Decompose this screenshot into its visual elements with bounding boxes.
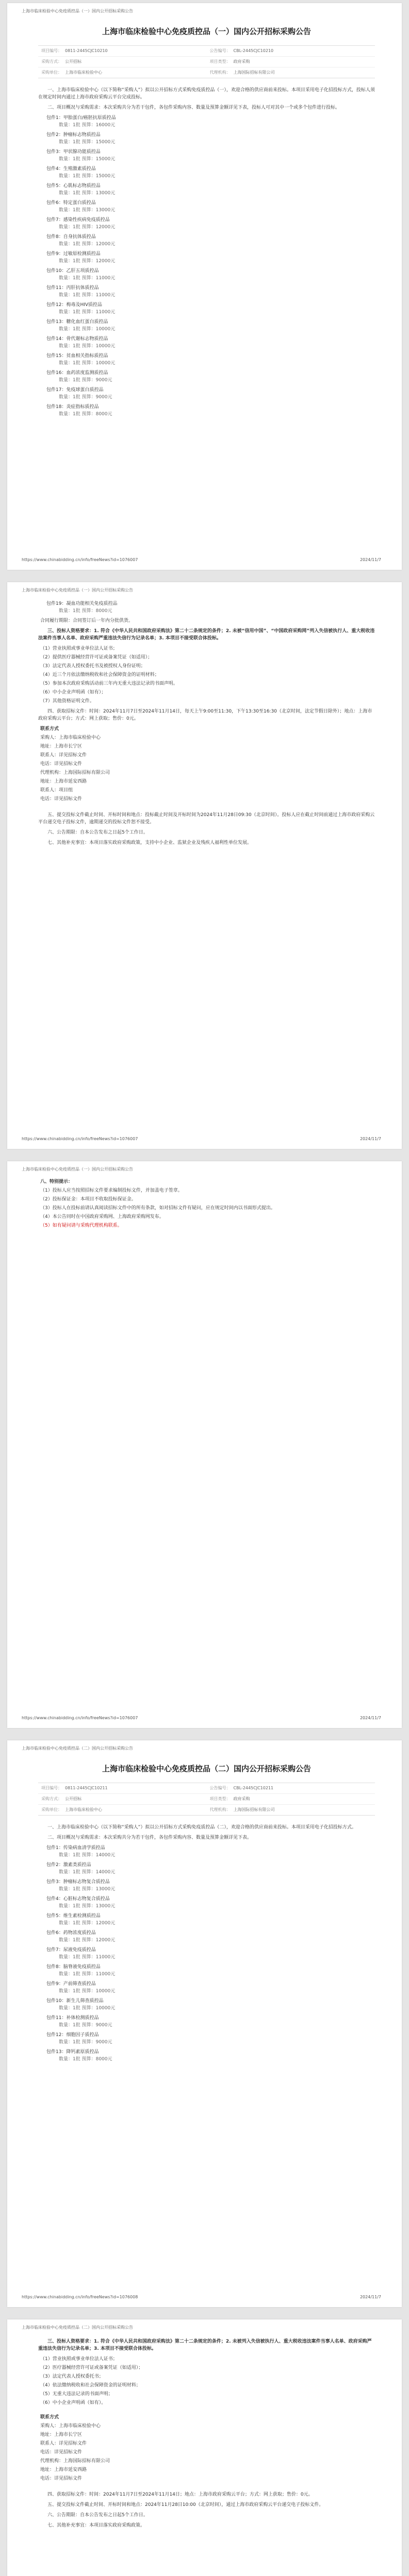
info-row <box>38 1783 375 1794</box>
paragraph: 七、其他补充事宜：本项目落实政府采购政策，支持中小企业、监狱企业及残疾人福利性单位发展。 <box>47 840 252 845</box>
info-value: 上海国际招标有限公司 <box>233 1807 275 1812</box>
text-line: 电话：详见招标文件 <box>40 796 83 802</box>
paragraph: 二、项目概况与采购需求：本次采购共分为若干包件，各包件采购内容、数量及预算金额详见下表，投标人可对其中一个或多个包件进行投标。 <box>47 105 340 110</box>
lot-name: 包件4：心脏标志物复合质控品 <box>46 1896 110 1902</box>
text-line: （4）本公告同时在中国政府采购网、上海政府采购网发布。 <box>40 1214 164 1219</box>
lot-item <box>46 233 375 248</box>
paragraph: 三、投标人资格要求：1. 符合《中华人民共和国政府采购法》第二十二条规定的条件；2. 未被“信用中国”、“中国政府采购网”列入失信被执行人、重大税收违法案件当事人名单、政府采购严重违法失信行为记录名单；3. 本项目不接受联合体投标。 <box>38 629 375 641</box>
info-cell <box>38 47 207 55</box>
info-row <box>38 1805 375 1815</box>
footer-date: 2024/11/7 <box>359 1716 381 1720</box>
page <box>7 1161 402 1728</box>
text-line: （6）中小企业声明函（如有）。 <box>40 2400 106 2405</box>
info-key: 采购方式： <box>41 59 62 64</box>
lot-detail: 数量：1批 预算：12000元 <box>59 1921 116 1926</box>
page-footer <box>7 1130 402 1149</box>
page-header <box>7 1161 402 1177</box>
page-header-title: 上海市临床检验中心免疫质控品（二）国内公开招标采购公告 <box>22 2325 133 2330</box>
text-line: （4）依法缴纳税收和社会保障资金的证明材料； <box>40 2383 141 2388</box>
lot-item <box>46 199 375 214</box>
info-cell <box>207 47 375 55</box>
lot-name: 包件12：梅毒及HIV质控品 <box>46 302 103 308</box>
info-value: 上海市临床检验中心 <box>65 70 102 75</box>
paragraph: 一、上海市临床检验中心（以下简称“采购人”）拟以公开招标方式采购免疫质控品（一），欢迎合格的供应商前来投标。本项目采用电子化招投标方式，投标人须在规定时间内通过上海市政府采购云平台完成投标。 <box>38 88 375 100</box>
info-value: 0811-2445CJC10211 <box>65 1786 108 1790</box>
page-footer <box>7 551 402 570</box>
lot-name: 包件5：维生素检测质控品 <box>46 1913 101 1919</box>
lot-detail: 数量：1批 预算：9000元 <box>59 395 112 400</box>
lot-detail: 数量：1批 预算：11000元 <box>59 293 116 298</box>
lot-name: 包件19：凝血功能相关免疫质控品 <box>46 601 118 606</box>
lot-detail: 数量：1批 预算：12000元 <box>59 225 116 230</box>
lot-item <box>46 1912 375 1927</box>
info-value: 公开招标 <box>65 59 81 64</box>
info-key: 项目编号： <box>41 48 62 53</box>
paragraph: 五、提交投标文件截止时间、开标时间和地点：2024年11月28日10:00（北京时间），通过上海市政府采购云平台递交电子投标文件。 <box>47 2502 324 2507</box>
text-line: （2）医疗器械经营许可证或备案凭证（如适用）； <box>40 2365 143 2370</box>
lot-detail: 数量：1批 预算：13000元 <box>59 208 116 213</box>
info-value: 政府采购 <box>233 59 250 64</box>
text-line: （1）营业执照或事业单位法人证书； <box>40 2357 118 2362</box>
notice-info-table <box>38 1783 375 1816</box>
text-line: 采购人：上海市临床检验中心 <box>40 2424 101 2429</box>
page-header <box>7 1740 402 1756</box>
lot-name: 包件9：过敏原检测质控品 <box>46 251 101 257</box>
info-cell <box>38 1785 207 1792</box>
info-row <box>38 57 375 67</box>
page-header-title: 上海市临床检验中心免疫质控品（一）国内公开招标采购公告 <box>22 9 133 13</box>
paragraph: 二、项目概况与采购需求：本次采购共分为若干包件，各包件采购内容、数量及预算金额详见下表。 <box>47 1835 252 1840</box>
lot-detail: 数量：1批 预算：11000元 <box>59 1972 116 1977</box>
lot-item <box>46 335 375 350</box>
info-row <box>38 67 375 78</box>
paragraph: 五、提交投标文件截止时间、开标时间和地点：投标截止时间及开标时间为2024年11月28日09:30（北京时间）。投标人应在截止时间前通过上海市政府采购云平台递交电子投标文件，逾期递交的投标文件恕不接受。 <box>38 812 375 825</box>
paragraph: 六、公告期限：自本公告发布之日起5个工作日。 <box>47 830 148 835</box>
text-line: 联系方式 <box>40 2415 59 2420</box>
info-value: 0811-2445CJC10210 <box>65 48 108 53</box>
lot-item <box>46 267 375 282</box>
lot-detail: 数量：1批 预算：9000元 <box>59 2023 112 2028</box>
lot-name: 包件6：特定蛋白质控品 <box>46 200 96 206</box>
lot-detail: 数量：1批 预算：10000元 <box>59 1989 116 1994</box>
lot-detail: 数量：1批 预算：15000元 <box>59 174 116 179</box>
lot-detail: 数量：1批 预算：9000元 <box>59 2040 112 2045</box>
lot-name: 包件8：脑脊液免疫质控品 <box>46 1964 101 1970</box>
lot-item <box>46 148 375 163</box>
lot-detail: 数量：1批 预算：11000元 <box>59 310 116 315</box>
lot-name: 包件12：细胞因子质控品 <box>46 2032 99 2038</box>
paragraph: 三、投标人资格要求：1. 符合《中华人民共和国政府采购法》第二十二条规定的条件；2. 未被列入失信被执行人、重大税收违法案件当事人名单、政府采购严重违法失信行为记录名单；3. 本项目不接受联合体投标。 <box>38 2339 372 2351</box>
lot-name: 包件11：丙肝抗体质控品 <box>46 285 99 291</box>
footer-url[interactable]: https://www.chinabidding.cn/info/freeNews?id=1076008 <box>22 2295 138 2299</box>
lot-name: 包件2：激素类质控品 <box>46 1862 91 1868</box>
lot-item <box>46 2048 375 2063</box>
text-line: 电话：详见招标文件 <box>40 2476 83 2481</box>
lot-name: 包件9：产前筛查质控品 <box>46 1981 96 1987</box>
page <box>7 2319 402 2576</box>
page-header-title: 上海市临床检验中心免疫质控品（二）国内公开招标采购公告 <box>22 1746 133 1751</box>
text-line: 代理机构：上海国际招标有限公司 <box>40 2459 110 2464</box>
paragraph: 六、公告期限：自本公告发布之日起5个工作日。 <box>47 2513 148 2518</box>
text-line: 联系方式 <box>40 726 59 732</box>
lot-name: 包件1：甲胎蛋白/癌胚抗原质控品 <box>46 115 116 121</box>
lot-name: 包件3：甲状腺功能质控品 <box>46 149 101 155</box>
info-cell <box>207 69 375 76</box>
page <box>7 1740 402 2307</box>
info-cell <box>207 1795 375 1803</box>
lot-item <box>46 1844 375 1859</box>
page <box>7 3 402 570</box>
lot-name: 包件10：新生儿筛查质控品 <box>46 1998 104 2004</box>
lot-detail: 数量：1批 预算：13000元 <box>59 1887 116 1892</box>
text-line: 地址：上海市延安西路 <box>40 779 87 784</box>
lot-name: 包件14：骨代谢标志物质控品 <box>46 336 108 342</box>
lot-item <box>46 600 375 615</box>
text-line: 采购人：上海市临床检验中心 <box>40 735 101 740</box>
lot-item <box>46 1861 375 1876</box>
lot-name: 包件7：感染性疾病免疫质控品 <box>46 217 110 223</box>
info-cell <box>38 1806 207 1814</box>
page-content <box>7 600 402 846</box>
info-key: 采购单位： <box>41 1807 62 1812</box>
info-key: 公告编号： <box>209 48 231 53</box>
lot-detail: 数量：1批 预算：9000元 <box>59 378 112 383</box>
lot-name: 包件17：免疫球蛋白质控品 <box>46 387 104 393</box>
info-value: 公开招标 <box>65 1797 81 1801</box>
info-value: 上海市临床检验中心 <box>65 1807 102 1812</box>
lot-item <box>46 403 375 418</box>
lot-name: 包件5：心肌标志物质控品 <box>46 183 101 189</box>
lot-item <box>46 1946 375 1961</box>
lot-detail: 数量：1批 预算：11000元 <box>59 1955 116 1960</box>
paragraph: 四、获取招标文件：时间：2024年11月7日至2024年11月14日，每天上午9:00至11:30，下午13:30至16:30（北京时间，法定节假日除外）；地点：上海市政府采购云平台；方式：网上获取；售价：0元。 <box>38 709 372 721</box>
lot-name: 包件2：肿瘤标志物质控品 <box>46 132 101 138</box>
info-cell <box>38 58 207 65</box>
lot-item <box>46 2031 375 2046</box>
page-footer <box>7 2289 402 2307</box>
lot-detail: 数量：1批 预算：13000元 <box>59 1904 116 1909</box>
footer-url[interactable]: https://www.chinabidding.cn/info/freeNews?id=1076007 <box>22 1716 138 1720</box>
info-key: 项目编号： <box>41 1786 62 1790</box>
lot-detail: 数量：1批 预算：15000元 <box>59 140 116 145</box>
lot-item <box>46 369 375 384</box>
lot-name: 包件1：传染病血清学质控品 <box>46 1845 105 1851</box>
text-line: （2）投标保证金：本项目不收取投标保证金。 <box>40 1197 136 1202</box>
info-key: 采购单位： <box>41 70 62 75</box>
info-cell <box>207 1806 375 1814</box>
info-cell <box>38 69 207 76</box>
info-key: 代理机构： <box>209 70 231 75</box>
info-value: CBL-2445CJC10210 <box>233 48 274 53</box>
lot-name: 包件3：肿瘤标志物复合质控品 <box>46 1879 110 1885</box>
text-line: 联系人：详见招标文件 <box>40 753 87 758</box>
info-value: CBL-2445CJC10211 <box>233 1786 274 1790</box>
text-line: （3）投标人在投标前请认真阅读招标文件中的所有条款，如对招标文件有疑问，应在规定时间内以书面形式提出。 <box>40 1206 275 1211</box>
info-row <box>38 1794 375 1805</box>
lot-detail: 数量：1批 预算：15000元 <box>59 157 116 162</box>
text-line: （2）提供医疗器械经营许可证或备案凭证（如适用）； <box>40 655 153 660</box>
lot-item <box>46 1929 375 1944</box>
lot-name: 包件13：降钙素原质控品 <box>46 2049 99 2055</box>
lot-name: 包件4：生殖激素质控品 <box>46 166 96 172</box>
notice-title: 上海市临床检验中心免疫质控品（一）国内公开招标采购公告 <box>102 27 311 36</box>
lot-item <box>46 2014 375 2029</box>
page-content <box>7 19 402 418</box>
lot-item <box>46 1997 375 2012</box>
lot-detail: 数量：1批 预算：13000元 <box>59 191 116 196</box>
text-line: （4）近三个月依法缴纳税收和社会保障资金的证明材料； <box>40 672 159 677</box>
text-line: 地址：上海市长宁区 <box>40 2432 83 2437</box>
info-key: 项目类型： <box>209 59 231 64</box>
lot-detail: 数量：1批 预算：10000元 <box>59 344 116 349</box>
spacer <box>38 2408 375 2412</box>
lot-item <box>46 1980 375 1995</box>
text-line: （7）其他资格证明文件。 <box>40 699 94 704</box>
text-line: 电话：详见招标文件 <box>40 2450 83 2455</box>
info-value: 上海国际招标有限公司 <box>233 70 275 75</box>
lot-detail: 数量：1批 预算：16000元 <box>59 123 116 128</box>
lot-detail: 数量：1批 预算：10000元 <box>59 327 116 332</box>
page-header-title: 上海市临床检验中心免疫质控品（一）国内公开招标采购公告 <box>22 1167 133 1172</box>
info-key: 代理机构： <box>209 1807 231 1812</box>
page <box>7 582 402 1149</box>
page-content <box>7 2338 402 2529</box>
lot-item <box>46 352 375 367</box>
paragraph: 一、上海市临床检验中心（以下简称“采购人”）拟以公开招标方式采购免疫质控品（二），欢迎合格的供应商前来投标。本项目采用电子化招投标方式。 <box>47 1825 356 1830</box>
lot-detail: 数量：1批 预算：12000元 <box>59 242 116 247</box>
footer-date: 2024/11/7 <box>359 2295 381 2299</box>
lot-name: 包件15：贫血相关指标质控品 <box>46 353 108 359</box>
lot-item <box>46 165 375 180</box>
lot-name: 包件16：血药浓度监测质控品 <box>46 370 108 376</box>
lot-item <box>46 386 375 401</box>
text-line: 八、特别提示： <box>40 1179 73 1184</box>
footer-url[interactable]: https://www.chinabidding.cn/info/freeNews?id=1076007 <box>22 1137 138 1141</box>
info-row <box>38 46 375 57</box>
text-line: （5）参加本次政府采购活动前三年内无重大违法记录的书面声明。 <box>40 681 178 686</box>
lot-name: 包件18：炎症指标质控品 <box>46 404 99 410</box>
page-header <box>7 3 402 19</box>
lot-detail: 数量：1批 预算：10000元 <box>59 361 116 366</box>
lot-detail: 数量：1批 预算：14000元 <box>59 1853 116 1858</box>
lot-item <box>46 284 375 299</box>
info-cell <box>38 1795 207 1803</box>
lot-name: 包件7：尿液免疫质控品 <box>46 1947 96 1953</box>
info-key: 公告编号： <box>209 1786 231 1790</box>
lot-name: 包件13：糖化血红蛋白质控品 <box>46 319 108 325</box>
text-line: （1）营业执照或事业单位法人证书； <box>40 646 118 651</box>
paragraph: 七、其他补充事宜：本项目落实政府采购政策。 <box>47 2523 145 2528</box>
paragraph: 四、获取招标文件：时间：2024年11月7日至2024年11月14日；地点：上海市政府采购云平台；方式：网上获取；售价：0元。 <box>47 2492 313 2497</box>
text-line: （6）中小企业声明函（如有）； <box>40 690 106 695</box>
lot-item <box>46 301 375 316</box>
text-line: 联系人：详见招标文件 <box>40 2441 87 2446</box>
text-line: 代理机构：上海国际招标有限公司 <box>40 770 110 775</box>
page-content <box>7 1756 402 2063</box>
page-footer <box>7 1709 402 1728</box>
lot-item <box>46 318 375 333</box>
footer-date: 2024/11/7 <box>359 1137 381 1141</box>
lot-item <box>46 1895 375 1910</box>
text-line: （3）法定代表人授权委托书； <box>40 2374 104 2379</box>
lot-name: 包件11：补体检测质控品 <box>46 2015 99 2021</box>
lot-item <box>46 182 375 197</box>
footer-date: 2024/11/7 <box>359 557 381 562</box>
info-key: 项目类型： <box>209 1797 231 1801</box>
lot-detail: 数量：1批 预算：14000元 <box>59 1870 116 1875</box>
notice-info-table <box>38 45 375 78</box>
lot-item <box>46 250 375 265</box>
lot-item <box>46 216 375 231</box>
text-line: 地址：上海市长宁区 <box>40 744 83 749</box>
lot-detail: 数量：1批 预算：11000元 <box>59 276 116 281</box>
text-line: 联系人：项目组 <box>40 788 73 793</box>
page-header <box>7 582 402 598</box>
spacer <box>38 2484 375 2488</box>
lot-name: 包件8：自身抗体质控品 <box>46 234 96 240</box>
lot-item <box>46 131 375 146</box>
page-header-title: 上海市临床检验中心免疫质控品（一）国内公开招标采购公告 <box>22 588 133 592</box>
info-cell <box>207 1785 375 1792</box>
lot-detail: 数量：1批 预算：10000元 <box>59 2006 116 2011</box>
text-line: 地址：上海市延安西路 <box>40 2467 87 2472</box>
lot-item <box>46 1963 375 1978</box>
info-cell <box>207 58 375 65</box>
text-line: 合同履行期限：合同签订后一年内分批供货。 <box>40 618 134 623</box>
lot-detail: 数量：1批 预算：12000元 <box>59 259 116 264</box>
lot-item <box>46 114 375 129</box>
info-key: 采购方式： <box>41 1797 62 1801</box>
lot-name: 包件10：乙肝五项质控品 <box>46 268 99 274</box>
info-value: 政府采购 <box>233 1797 250 1801</box>
text-line: （1）投标人应当按照招标文件要求编制投标文件，并加盖电子签章。 <box>40 1188 183 1193</box>
spacer <box>38 804 375 808</box>
page-header <box>7 2319 402 2335</box>
text-line: （5）如有疑问请与采购代理机构联系。 <box>40 1223 122 1228</box>
page-content <box>7 1178 402 1229</box>
lot-name: 包件6：药物浓度质控品 <box>46 1930 96 1936</box>
text-line: （3）法定代表人授权委托书及被授权人身份证明； <box>40 664 145 669</box>
lot-detail: 数量：1批 预算：8000元 <box>59 412 112 417</box>
lot-item <box>46 1878 375 1893</box>
notice-title: 上海市临床检验中心免疫质控品（二）国内公开招标采购公告 <box>102 1764 311 1773</box>
text-line: （5）无重大违法记录的书面声明； <box>40 2392 113 2397</box>
text-line: 电话：详见招标文件 <box>40 761 83 767</box>
footer-url[interactable]: https://www.chinabidding.cn/info/freeNews?id=1076007 <box>22 557 138 562</box>
lot-detail: 数量：1批 预算：12000元 <box>59 1938 116 1943</box>
lot-detail: 数量：1批 预算：8000元 <box>59 2057 112 2062</box>
lot-detail: 数量：1批 预算：8000元 <box>59 608 112 614</box>
